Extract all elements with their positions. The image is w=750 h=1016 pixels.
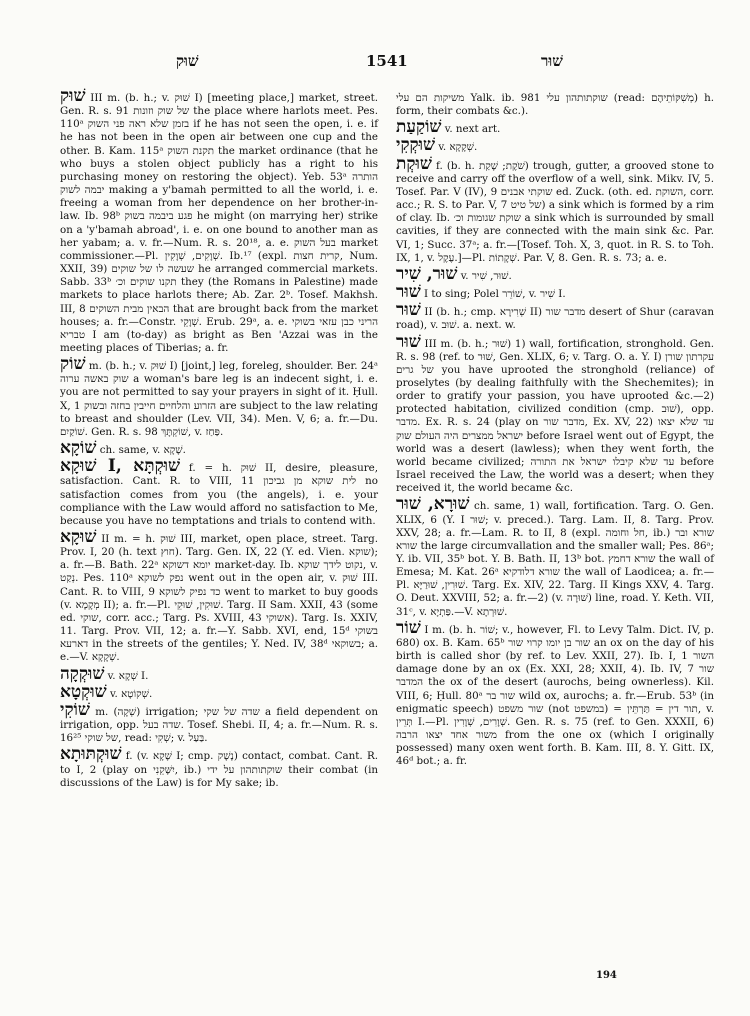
entry-text: v. next art.	[444, 123, 501, 136]
headword: שׁוֹק	[60, 354, 86, 375]
headword: שׁוֹר	[396, 617, 421, 638]
page-header	[0, 52, 750, 76]
entry-text: v. שְׁקָא I.	[107, 669, 149, 682]
entry-text: I m. (b. h. שׁוֹר; v., however, Fl. to Levy Talm. Dict. IV, p. 680) ox. B. Kam. 65ᵇ שור בן יומו קרוי שור an ox on the day of his birth is called shor (by ref. to Lev. XXII, 27). Ib. I, 1 השור damage done by an ox (Ex. XXI, 28; XXII, 4). Ib. IV, 7 שור המדבר the ox of the desert (aurochs, being ownerless). Kil. VIII, 6; Ḥull. 80ᵃ שור בר wild ox, aurochs; a. fr.—Erub. 53ᵇ (in enigmatic speech) שור משפט (not במשפט) = תור דין = תַּרְתֵּין, v. תְּרֵין I.—Pl. שְׁוָרִים, שְׁוָרִין. Gen. R. s. 75 (ref. to Gen. XXXII, 6) משור אחד יצאו הרבה from the one ox (which I originally possessed) many oxen went forth. B. Kam. III, 8. Y. Gitt. IX, 46ᵈ bot.; a. fr.	[396, 623, 715, 768]
entry-text: v. שְׁקוֹטָא.	[109, 687, 153, 700]
headword: שׁוּק	[60, 86, 86, 106]
headword: שׁוּר	[396, 300, 421, 321]
entry	[60, 458, 378, 528]
headword: שׁוֹקָא	[60, 438, 97, 459]
entry	[396, 331, 715, 496]
entry	[60, 440, 378, 457]
page-number: 1541	[366, 52, 408, 70]
headword: שׁוֹקִי	[60, 699, 90, 720]
left-column	[60, 88, 378, 791]
headword: שׁוּרָא, שׁוּר	[396, 494, 470, 515]
header-left-word: שׁוּק	[176, 52, 199, 70]
entry-text: f. (v. שָׁקָא I; cmp. נָשָׁק) contact, combat. Cant. R. to I, 2 (play on יִשָּׁקֵנִי, ib.) שוקתותהון על ידי their combat (in discussions of the Law) is for My sake; ib.	[60, 750, 378, 789]
right-column	[396, 88, 714, 770]
entry-text: m. (שְׁקָה) irrigation; שדה של שקי a field dependent on irrigation, opp. שדה בעל. Tosef. Shebi. II, 4; a. fr.—Num. R. s. 16²⁵ של שוקי, read: שְׁקִי; v. בַּעַל.	[60, 705, 378, 745]
entry	[396, 302, 714, 332]
header-right-word: שׁוּר	[541, 52, 563, 70]
entry	[60, 529, 378, 665]
headword: שׁוּקְקִי	[396, 135, 436, 156]
headword: שׁוֹקַעַת	[396, 117, 442, 138]
entry-text: ch. same, 1) wall, fortification. Targ. O. Gen. XLIX, 6 (Y. I שׁוּר; v. preced.). Targ. Lam. II, 8. Targ. Prov. XXV, 28; a. fr.—Lam. R. to II, 8 (expl. חל וחומה, ib.) שורא ובר שורא the large circumvallation and the smaller wall; Pes. 86ᵃ; Y. ib. VII, 35ᵇ bot. Y. B. Bath. II, 13ᵇ bot. שורא דחמץ the wall of Emesa; M. Kat. 26ᵃ שורא דלודקיא the wall of Laodicea; a. fr.—Pl. שׁוּרִין, שׁוּרַיָּא. Targ. Ex. XIV, 22. Targ. II Kings XXV, 4. Targ. O. Deut. XXVIII, 52; a. fr.—2) (v. שׁוּרָה) line, road. Y. Keth. VII, 31ᶜ, v. פַּתְיָא.—V. שׁוּרְתָא.	[396, 500, 715, 618]
headword: שׁוּר	[396, 282, 421, 303]
headword: שׁוּקְקָה	[60, 663, 105, 684]
headword: שׁוּקָא	[60, 527, 97, 547]
entry-text: m. (b. h.; v. שׁוּק I) [joint,] leg, foreleg, shoulder. Ber. 24ᵃ שוק באשה ערוה a woman's bare leg is an indecent sight, i. e. you are not permitted to say your prayers in sight of it. Ḥull. X, 1 הזרוע והלחיים חייבין בחזה ובשוק are subject to the law relating to breast and shoulder (Lev. VII, 34). Men. V, 6; a. fr.—Du. שׁוֹקַיִם. Gen. R. s. 98 שׁוֹקְתָּךְ, v. פַּחַז.	[60, 360, 378, 438]
entry-text: משיקות הם עלי Yalk. ib. 981 שוקתותהון עלי (read: מְשִׁקּוֹתֵיהֶם) h. form, their combats &c.).	[396, 92, 714, 118]
entry	[60, 663, 378, 684]
entry	[60, 88, 378, 355]
entry	[396, 119, 714, 136]
entry-text: III m. (b. h.; v. שׁוּק I) [meeting place,] market, street. Gen. R. s. 91 של שוק וזונות the place where harlots meet. Pes. 110ᵃ בזמן שלא ראה פני השוק if he has not seen the open, i. e. if he has not been in the open air between one cup and the other. B. Kam. 115ᵃ תקנת השוק the market ordinance (that he who buys a stolen object publicly has a right to his purchasing money on restoring the object). Yeb. 53ᵃ הותרה יבמה לשוק making a y'bamah permitted to all the world, i. e. freeing a woman from her dependence on her brother-in-law. Ib. 98ᵇ פגע ביבמה בשוק he might (on marrying her) strike on a 'y'bamah abroad', i. e. on one bound to another man as her yabam; a. v. fr.—Num. R. s. 20¹⁸, a. e. בעל השוק market commissioner.—Pl. שְׁוָקִים, שְׁוָקִין. Ib.¹⁷ (expl. קרית חצות, Num. XXII, 39) שעשה לו של שוקים he arranged commercial markets. Sabb. 33ᵇ תקנו שוקים וכ׳ they (the Romans in Palestine) made markets to place harlots there; Ab. Zar. 2ᵇ. Tosef. Makhsh. III, 8 הבאין מבית השוקים that are brought back from the market houses; a. fr.—Constr. שְׁוָקֵי. Erub. 29ᵃ, a. e. הריני כבן עזאי בשוקי טבריא I am (to-day) as bright as Ben 'Azzai was in the meeting places of Tiberias; a. fr.	[60, 92, 379, 354]
headword: שׁוּקָא I, שׁוּקְתָּא	[60, 456, 181, 477]
headword: שׁוּקְת	[396, 153, 432, 174]
entry	[60, 681, 378, 702]
entry-text: II m. = h. שׁוּק III, market, open place, street. Targ. Prov. I, 20 (h. text חוץ). Targ. Gen. IX, 22 (Y. ed. Vien. שוקא); a. fr.—B. Bath. 22ᵃ יומא דשוקא market-day. Ib. נקוט לידך שוקא, v. נְקַט. Pes. 110ᵃ נפק לשוקא went out in the open air, v. שׁוּק III. Cant. R. to VIII, 9 כד נפיק לשוקא went to market to buy goods (v. מְקָמָא II); a. fr.—Pl. שׁוּקִין, שׁוּקֵי. Targ. II Sam. XXII, 43 (some ed. שוקי, corr. acc.; Targ. Ps. XVIII, 43 אשוקי). Targ. Is. XXIV, 11. Targ. Prov. VII, 12; a. fr.—Y. Sabb. XVI, end, 15ᵈ בשוקי דארעא in the streets of the gentiles; Y. Ned. IV, 38ᵈ בשוקאי; a. e.—V. שְׁקָקָא.	[60, 533, 379, 664]
entry	[396, 88, 714, 118]
entry-text: v. שְׁקָקָא.	[438, 141, 478, 154]
entry	[60, 356, 378, 439]
entry-text: v. שׁוּר, שִׁיר.	[460, 269, 512, 282]
entry-text: III m. (b. h.; שׁוּר) 1) wall, fortification, stronghold. Gen. R. s. 98 (ref. to שׁוּר, Gen. XLIX, 6; v. Targ. O. a. Y. I) עקרתון שורן של גרים you have uprooted the stronghold (reliance) of proselytes (by dealing faithfully with the Shechemites); in order to gratify your passion, you have uprooted &c.—2) protected habitation, civilized condition (cmp. שׁוּב), opp. מדבר. Ex. R. s. 24 (play on מדבר שור, Ex. XV, 22) עד שלא יצאו ישראל ממצרים היה העולם שוק before Israel went out of Egypt, the world was a desert (lawless); when they went forth, the world became civilized; עד שלא קיבלו ישראל את התורה before Israel received the Law, the world was a desert; when they received it, the world became &c.	[396, 337, 715, 495]
headword: שׁוּקְתּוּתָא	[60, 744, 122, 765]
entry	[60, 699, 378, 745]
entry-text: ch. same, v. שָׁקָא.	[99, 444, 186, 457]
headword: שׁוּר	[396, 331, 421, 352]
entry-text: II (b. h.; cmp. שְׁרִירָא II) מדבר שור desert of Shur (caravan road), v. שׁוּב. a. next. w.	[396, 306, 714, 332]
entry	[396, 137, 714, 154]
entry	[60, 746, 378, 789]
entry	[396, 263, 714, 284]
entry	[396, 153, 715, 265]
headword: שׁוּקְטָא	[60, 681, 107, 702]
entry-text: I to sing; Polel שׁוֹרֵר, v. שִׁיר I.	[424, 288, 566, 301]
headword: שׁוּר, שִׁיר	[396, 263, 458, 284]
entry	[396, 496, 714, 618]
entry	[396, 617, 715, 769]
entry-text: f. = h. שׁוּק II, desire, pleasure, satisfaction. Cant. R. to VIII, 11 לית שוקא מן גביכון no satisfaction comes from you (the angels), i. e. your compliance with the Law would afford no satisfaction to Me, because you have no temptations and trials to contend with.	[60, 462, 379, 527]
entry-text: f. (b. h. שֹׁקֶת; שָׁקַת) trough, gutter, a grooved stone to receive and carry off the overflow of a well, sink. Mikv. IV, 5. Tosef. Par. V (IV), 9 שוקתי אבנים ed. Zuck. (oth. ed. השוקת, corr. acc.; R. S. to Par. V, 7 של טיט) a sink which is formed by a rim of clay. Ib. שוקת שגומות וכ׳ a sink which is surrounded by small cavities, if they are connected with the main sink &c. Par. VI, 1; Succ. 37ᵃ; a. fr.—[Tosef. Toh. X, 3, quot. in R. S. to Toh. IX, 1, v. עֶקֶל.]—Pl. שְׁקָתוֹת. Par. V, 8. Gen. R. s. 73; a. e.	[396, 159, 715, 264]
entry	[396, 284, 714, 301]
signature-mark: 194	[596, 970, 617, 981]
